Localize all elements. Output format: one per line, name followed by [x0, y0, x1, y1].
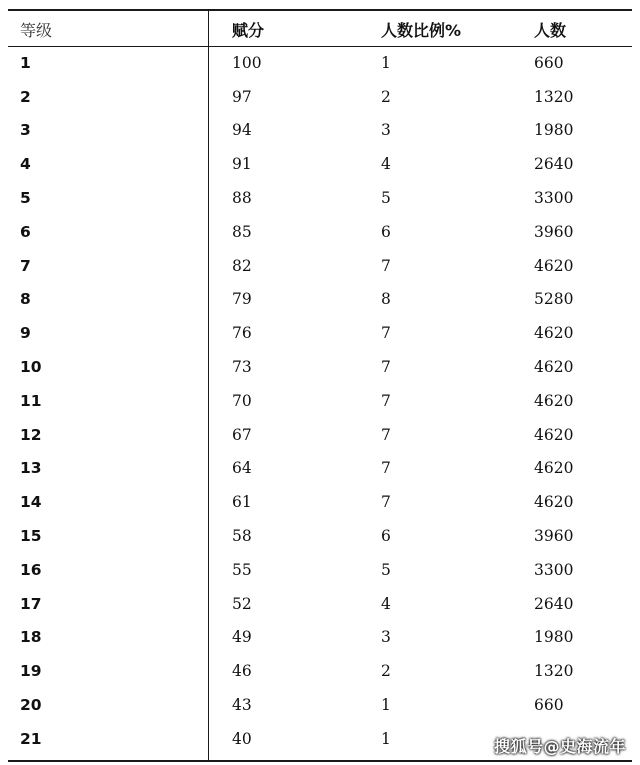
cell-count: 1980 — [534, 628, 574, 647]
cell-score: 52 — [232, 594, 252, 613]
cell-count: 2640 — [534, 155, 574, 174]
cell-score: 79 — [232, 290, 252, 309]
cell-percent: 3 — [381, 628, 391, 647]
cell-level: 17 — [20, 594, 42, 613]
cell-percent: 7 — [381, 459, 391, 478]
cell-level: 2 — [20, 87, 31, 106]
table-row — [8, 688, 632, 722]
cell-level: 12 — [20, 425, 42, 444]
cell-score: 91 — [232, 155, 252, 174]
cell-percent: 7 — [381, 358, 391, 377]
cell-count: 4620 — [534, 425, 574, 444]
table-row — [8, 621, 632, 655]
cell-score: 70 — [232, 391, 252, 410]
table-row — [8, 654, 632, 688]
cell-count: 3960 — [534, 222, 574, 241]
cell-score: 73 — [232, 358, 252, 377]
cell-score: 85 — [232, 222, 252, 241]
cell-level: 18 — [20, 628, 42, 647]
table-body — [8, 46, 632, 756]
cell-score: 58 — [232, 527, 252, 546]
cell-level: 21 — [20, 729, 42, 748]
table-row — [8, 46, 632, 80]
cell-score: 40 — [232, 729, 252, 748]
table-row — [8, 181, 632, 215]
cell-count: 5280 — [534, 290, 574, 309]
cell-score: 100 — [232, 53, 262, 72]
cell-level: 7 — [20, 256, 31, 275]
cell-level: 3 — [20, 121, 31, 140]
cell-score: 94 — [232, 121, 252, 140]
cell-percent: 7 — [381, 256, 391, 275]
cell-score: 88 — [232, 189, 252, 208]
cell-score: 76 — [232, 324, 252, 343]
cell-percent: 5 — [381, 189, 391, 208]
cell-score: 67 — [232, 425, 252, 444]
cell-count: 4620 — [534, 493, 574, 512]
table-row — [8, 452, 632, 486]
table-row — [8, 418, 632, 452]
cell-percent: 7 — [381, 324, 391, 343]
cell-level: 8 — [20, 290, 31, 309]
cell-score: 82 — [232, 256, 252, 275]
cell-level: 19 — [20, 662, 42, 681]
cell-count: 3300 — [534, 560, 574, 579]
cell-count: 4620 — [534, 324, 574, 343]
cell-score: 46 — [232, 662, 252, 681]
cell-percent: 4 — [381, 155, 391, 174]
cell-score: 43 — [232, 696, 252, 715]
cell-level: 20 — [20, 696, 42, 715]
cell-count: 4620 — [534, 256, 574, 275]
table-row — [8, 215, 632, 249]
cell-count: 1320 — [534, 662, 574, 681]
table-row — [8, 384, 632, 418]
cell-count: 4620 — [534, 358, 574, 377]
cell-level: 11 — [20, 391, 42, 410]
cell-count: 3300 — [534, 189, 574, 208]
cell-percent: 4 — [381, 594, 391, 613]
table-top-rule — [8, 9, 632, 11]
cell-count: 3960 — [534, 527, 574, 546]
table-row — [8, 147, 632, 181]
cell-count: 1980 — [534, 121, 574, 140]
cell-score: 55 — [232, 560, 252, 579]
header-percent: 人数比例% — [381, 20, 462, 40]
cell-score: 64 — [232, 459, 252, 478]
table-row — [8, 114, 632, 148]
table-row — [8, 316, 632, 350]
header-count: 人数 — [534, 20, 567, 40]
table-row — [8, 350, 632, 384]
table-row — [8, 485, 632, 519]
cell-level: 13 — [20, 459, 42, 478]
grade-score-table — [8, 12, 632, 756]
cell-percent: 7 — [381, 391, 391, 410]
cell-count: 660 — [534, 53, 564, 72]
cell-level: 1 — [20, 53, 31, 72]
table-row — [8, 587, 632, 621]
table-row — [8, 519, 632, 553]
cell-level: 9 — [20, 324, 31, 343]
cell-percent: 5 — [381, 560, 391, 579]
cell-level: 16 — [20, 560, 42, 579]
cell-count: 660 — [534, 696, 564, 715]
cell-percent: 2 — [381, 662, 391, 681]
cell-percent: 7 — [381, 493, 391, 512]
cell-score: 97 — [232, 87, 252, 106]
table-bottom-rule — [8, 760, 632, 762]
cell-count: 4620 — [534, 391, 574, 410]
cell-percent: 1 — [381, 729, 391, 748]
table-row — [8, 283, 632, 317]
header-level: 等级 — [20, 20, 53, 40]
watermark-text: 搜狐号@史海流年 — [493, 737, 626, 756]
cell-score: 61 — [232, 493, 252, 512]
cell-percent: 1 — [381, 53, 391, 72]
cell-percent: 8 — [381, 290, 391, 309]
cell-level: 5 — [20, 189, 31, 208]
cell-percent: 6 — [381, 527, 391, 546]
cell-percent: 1 — [381, 696, 391, 715]
cell-percent: 2 — [381, 87, 391, 106]
cell-percent: 7 — [381, 425, 391, 444]
cell-count: 4620 — [534, 459, 574, 478]
header-score: 赋分 — [232, 20, 265, 40]
table-row — [8, 553, 632, 587]
table-header-row — [8, 12, 632, 46]
cell-level: 10 — [20, 358, 42, 377]
cell-count: 2640 — [534, 594, 574, 613]
cell-level: 14 — [20, 493, 42, 512]
table-row — [8, 80, 632, 114]
cell-score: 49 — [232, 628, 252, 647]
cell-count: 1320 — [534, 87, 574, 106]
cell-level: 15 — [20, 527, 42, 546]
cell-percent: 3 — [381, 121, 391, 140]
cell-level: 6 — [20, 222, 31, 241]
table-row — [8, 249, 632, 283]
cell-percent: 6 — [381, 222, 391, 241]
cell-level: 4 — [20, 155, 31, 174]
